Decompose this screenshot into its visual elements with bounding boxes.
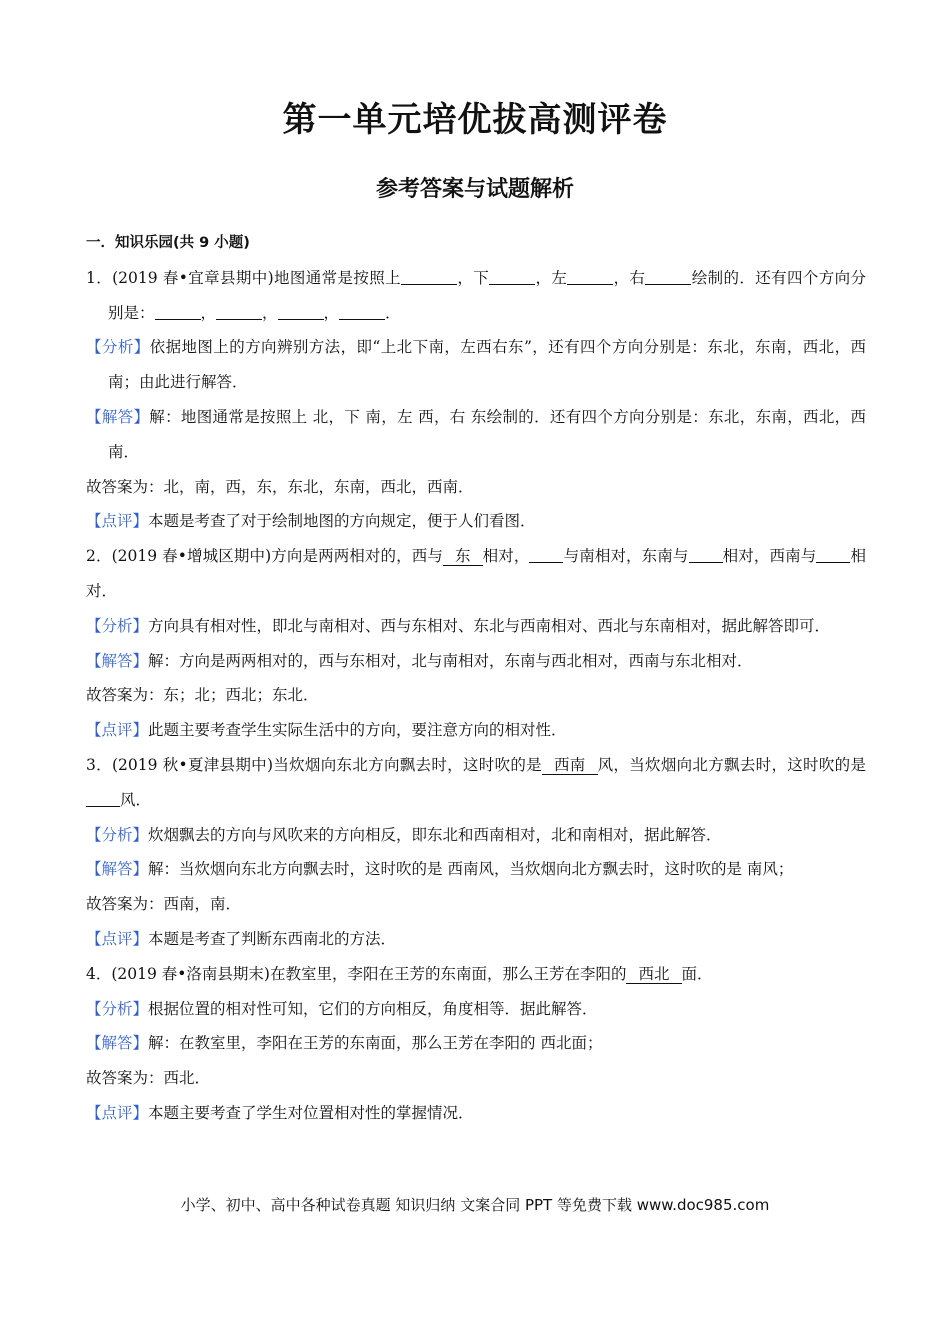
answer-blank bbox=[86, 790, 120, 807]
page-title: 第一单元培优拔高测评卷 bbox=[282, 100, 668, 140]
comment-4: 【点评】本题主要考查了学生对位置相对性的掌握情况． bbox=[86, 1103, 474, 1122]
question-2: 2．(2019 春•增城区期中)方向是两两相对的，西与 东 相对， 与南相对，东南与 相对，西南与 相对． bbox=[86, 547, 866, 600]
solution-3: 【解答】解：当炊烟向东北方向飘去时，这时吹的是 西南风，当炊烟向北方飘去时，这时吹的是 南风； bbox=[86, 860, 794, 879]
answer-label: 【解答】 bbox=[86, 407, 150, 426]
answer-blank bbox=[567, 268, 613, 285]
analysis-label: 【分析】 bbox=[86, 616, 149, 635]
answer-label: 【解答】 bbox=[86, 860, 149, 879]
question-3: 3．(2019 秋•夏津县期中)当炊烟向东北方向飘去时，这时吹的是 西南 风，当炊烟向北方飘去时，这时吹的是风． bbox=[86, 755, 866, 809]
comment-label: 【点评】 bbox=[86, 721, 149, 740]
section-heading: 一．知识乐园(共 9 小题) bbox=[86, 235, 250, 251]
answer-label: 【解答】 bbox=[86, 1034, 149, 1053]
answer-blank bbox=[816, 547, 850, 564]
content bbox=[86, 226, 866, 1131]
comment-label: 【点评】 bbox=[86, 512, 149, 531]
question-1: 1．(2019 春•宜章县期中)地图通常是按照上 ，下 ，左 ，右 绘制的．还有四个方向分别是： ， ， ， ． bbox=[86, 268, 866, 322]
filled-answer: 西南 bbox=[542, 756, 598, 775]
comment-label: 【点评】 bbox=[86, 1103, 149, 1122]
comment-2: 【点评】此题主要考查学生实际生活中的方向，要注意方向的相对性． bbox=[86, 721, 567, 740]
final-answer-2: 故答案为：东；北；西北；东北． bbox=[86, 686, 319, 705]
solution-1: 【解答】解：地图通常是按照上 北，下 南，左 西，右 东绘制的．还有四个方向分别是：东北，东南，西北，西南． bbox=[86, 407, 866, 461]
comment-1: 【点评】本题是考查了对于绘制地图的方向规定，便于人们看图． bbox=[86, 512, 536, 531]
answer-blank bbox=[278, 303, 324, 320]
final-answer-4: 故答案为：西北． bbox=[86, 1069, 211, 1088]
filled-answer: 东 bbox=[443, 547, 483, 566]
question-4: 4．(2019 春•洛南县期末)在教室里，李阳在王芳的东南面，那么王芳在李阳的 西北 面． bbox=[86, 964, 713, 983]
answer-blank bbox=[529, 547, 563, 564]
answer-blank bbox=[339, 303, 385, 320]
final-answer-3: 故答案为：西南，南． bbox=[86, 895, 242, 914]
answer-blank bbox=[401, 268, 457, 285]
answer-blank bbox=[645, 268, 691, 285]
comment-label: 【点评】 bbox=[86, 929, 149, 948]
page-subtitle: 参考答案与试题解析 bbox=[375, 177, 574, 202]
solution-4: 【解答】解：在教室里，李阳在王芳的东南面，那么王芳在李阳的 西北面； bbox=[86, 1034, 603, 1053]
answer-blank bbox=[216, 303, 262, 320]
answer-blank bbox=[689, 547, 723, 564]
filled-answer: 西北 bbox=[626, 965, 681, 984]
analysis-label: 【分析】 bbox=[86, 338, 150, 357]
analysis-2: 【分析】方向具有相对性，即北与南相对、西与东相对、东北与西南相对、西北与东南相对，据此解答即可． bbox=[86, 616, 831, 635]
analysis-label: 【分析】 bbox=[86, 999, 149, 1018]
analysis-label: 【分析】 bbox=[86, 825, 149, 844]
analysis-1: 【分析】依据地图上的方向辨别方法，即“上北下南，左西右东”，还有四个方向分别是：东北，东南，西北，西南；由此进行解答． bbox=[86, 338, 866, 392]
comment-3: 【点评】本题是考查了判断东西南北的方法． bbox=[86, 929, 397, 948]
analysis-3: 【分析】炊烟飘去的方向与风吹来的方向相反，即东北和西南相对，北和南相对，据此解答． bbox=[86, 825, 722, 844]
solution-2: 【解答】解：方向是两两相对的，西与东相对，北与南相对，东南与西北相对，西南与东北相对． bbox=[86, 651, 753, 670]
answer-blank bbox=[155, 303, 201, 320]
answer-blank bbox=[489, 268, 535, 285]
final-answer-1: 故答案为：北，南，西，东，东北，东南，西北，西南． bbox=[86, 477, 474, 496]
analysis-4: 【分析】根据位置的相对性可知，它们的方向相反，角度相等．据此解答． bbox=[86, 999, 598, 1018]
answer-label: 【解答】 bbox=[86, 651, 149, 670]
footer-link[interactable]: 小学、初中、高中各种试卷真题 知识归纳 文案合同 PPT 等免费下载 www.doc985.com bbox=[180, 1196, 770, 1214]
